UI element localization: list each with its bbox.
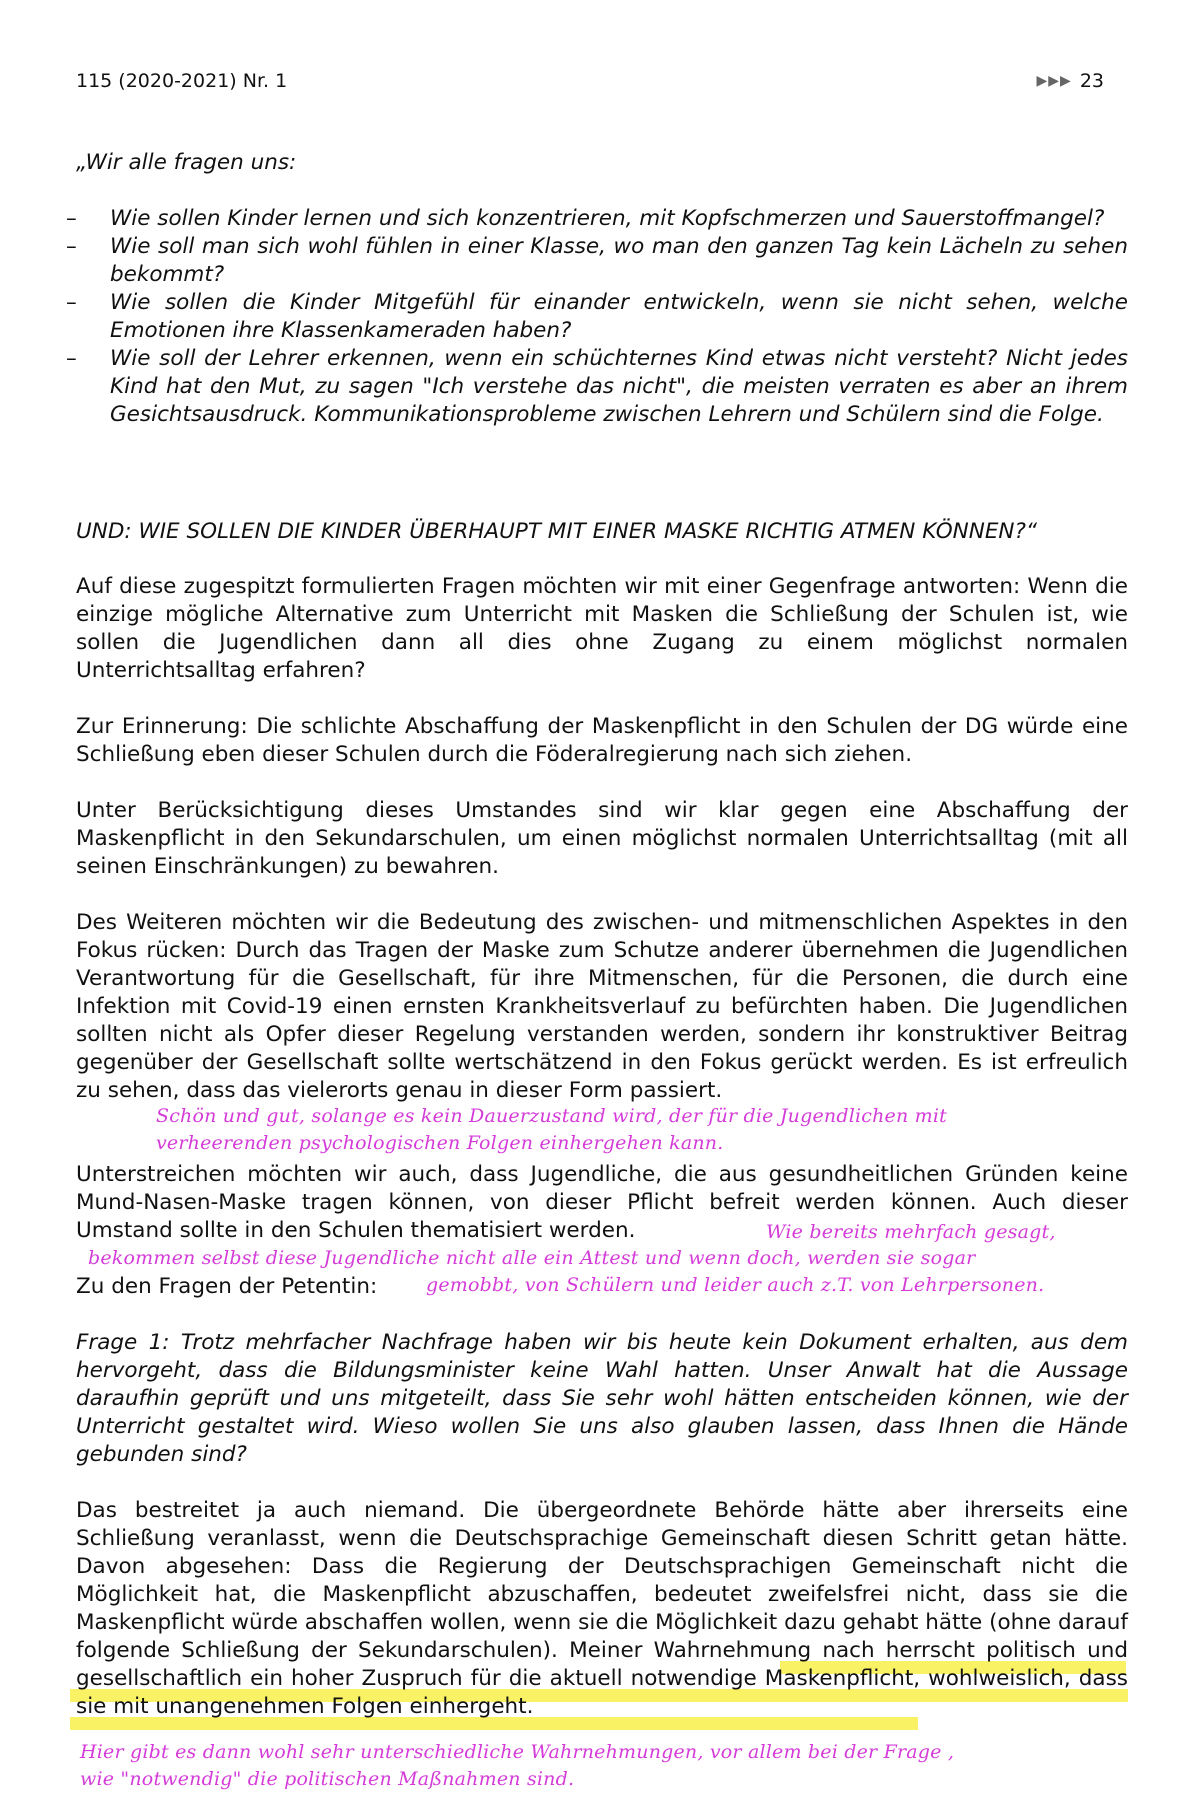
dash-bullet: – bbox=[66, 346, 77, 371]
quote-list bbox=[66, 205, 1128, 429]
list-item-text: Wie sollen die Kinder Mitgefühl für einander entwickeln, wenn sie nicht sehen, welche Emotionen ihre Klassenkameraden haben? bbox=[110, 290, 1128, 343]
list-item bbox=[66, 345, 1128, 429]
page-header bbox=[76, 66, 1104, 96]
list-item-text: Wie soll man sich wohl fühlen in einer Klasse, wo man den ganzen Tag kein Lächeln zu sehen bekommt? bbox=[110, 234, 1128, 287]
list-item bbox=[66, 205, 1128, 233]
handwritten-note-3-line-1: Hier gibt es dann wohl sehr unterschiedliche Wahrnehmungen, vor allem bei der Frage , bbox=[80, 1741, 955, 1763]
handwritten-note-3-line-2: wie "notwendig" die politischen Maßnahmen sind. bbox=[80, 1768, 575, 1790]
paragraph-5: Unterstreichen möchten wir auch, dass Jugendliche, die aus gesundheitlichen Gründen keine Mund-Nasen-Maske tragen können, von dieser Pflicht befreit werden können. Auch dieser Umstand sollte in den Schulen thematisiert werden. bbox=[76, 1162, 1128, 1243]
arrow-icons: ▶▶▶ bbox=[1036, 73, 1072, 89]
paragraph-7 bbox=[76, 1497, 1128, 1721]
paragraph-6: Zu den Fragen der Petentin: bbox=[76, 1274, 378, 1299]
list-item bbox=[66, 289, 1128, 345]
page-number: 23 bbox=[1079, 70, 1104, 92]
handwritten-note-2-line-1: Wie bereits mehrfach gesagt, bbox=[766, 1221, 1056, 1243]
handwritten-note-2-line-2: bekommen selbst diese Jugendliche nicht alle ein Attest und wenn doch, werden sie sogar bbox=[88, 1247, 976, 1269]
dash-bullet: – bbox=[66, 290, 77, 315]
handwritten-note-2-line-3: gemobbt, von Schülern und leider auch z.T. von Lehrpersonen. bbox=[426, 1274, 1045, 1296]
handwritten-note-1-line-1: Schön und gut, solange es kein Dauerzustand wird, der für die Jugendlichen mit bbox=[156, 1105, 947, 1127]
page-nav bbox=[1037, 70, 1105, 92]
paragraph-1: Auf diese zugespitzt formulierten Fragen möchten wir mit einer Gegenfrage antworten: Wenn die einzige mögliche Alternative zum Unterricht mit Masken die Schließung der Schulen ist, wie sollen die Jugendlichen dann all dies ohne Zugang zu einem möglichst normalen Unterrichtsalltag erfahren? bbox=[76, 574, 1128, 683]
quote-intro: „Wir alle fragen uns: bbox=[76, 150, 297, 175]
paragraph-7-text: Das bestreitet ja auch niemand. Die übergeordnete Behörde hätte aber ihrerseits eine Schließung veranlasst, wenn die Deutschsprachige Gemeinschaft diesen Schritt getan hätte. Davon abgesehen: Dass die Regierung der Deutschsprachigen Gemeinschaft nicht die Möglichkeit hat, die Maskenpflicht abzuschaffen, bedeutet zweifelsfrei nicht, dass sie die Maskenpflicht würde abschaffen wollen, wenn sie die Möglichkeit dazu gehabt hätte (ohne darauf folgende Schließung der Sekundarschulen). bbox=[76, 1498, 1128, 1663]
list-item bbox=[66, 233, 1128, 289]
list-item-text: Wie soll der Lehrer erkennen, wenn ein schüchternes Kind etwas nicht versteht? Nicht jedes Kind hat den Mut, zu sagen "Ich verstehe das nicht", die meisten verraten es aber an ihrem Gesichtsausdruck. Kommunikationsprobleme zwischen Lehrern und Schülern sind die Folge. bbox=[110, 346, 1128, 427]
paragraph-2: Zur Erinnerung: Die schlichte Abschaffung der Maskenpflicht in den Schulen der DG würde eine Schließung eben dieser Schulen durch die Föderalregierung nach sich ziehen. bbox=[76, 714, 1128, 767]
dash-bullet: – bbox=[66, 234, 77, 259]
paragraph-3: Unter Berücksichtigung dieses Umstandes sind wir klar gegen eine Abschaffung der Maskenpflicht in den Sekundarschulen, um einen möglichst normalen Unterrichtsalltag (mit all seinen Einschränkungen) zu bewahren. bbox=[76, 798, 1128, 879]
paragraph-4: Des Weiteren möchten wir die Bedeutung des zwischen- und mitmenschlichen Aspektes in den Fokus rücken: Durch das Tragen der Maske zum Schutze anderer übernehmen die Jugendlichen Verantwortung für die Gesellschaft, für ihre Mitmenschen, für die Personen, die durch eine Infektion mit Covid-19 einen ernsten Krankheitsverlauf zu befürchten haben. Die Jugendlichen sollten nicht als Opfer dieser Regelung verstanden werden, sondern ihr konstruktiver Beitrag gegenüber der Gesellschaft sollte wertschätzend in den Fokus gerückt werden. Es ist erfreulich zu sehen, dass das vielerorts genau in dieser Form passiert. bbox=[76, 910, 1128, 1103]
question-1: Frage 1: Trotz mehrfacher Nachfrage haben wir bis heute kein Dokument erhalten, aus dem hervorgeht, dass die Bildungsminister keine Wahl hatten. Unser Anwalt hat die Aussage daraufhin geprüft und uns mitgeteilt, dass Sie sehr wohl hätten entscheiden können, wie der Unterricht gestaltet wird. Wieso wollen Sie uns also glauben lassen, dass Ihnen die Hände gebunden sind? bbox=[76, 1330, 1128, 1467]
handwritten-note-1-line-2: verheerenden psychologischen Folgen einhergehen kann. bbox=[156, 1132, 724, 1154]
journal-reference: 115 (2020-2021) Nr. 1 bbox=[76, 70, 288, 92]
highlighted-text: Meiner Wahrnehmung nach herrscht politisch und gesellschaftlich ein hoher Zuspruch für die aktuell notwendige Maskenpflicht, wohlweislich, dass sie mit unangenehmen Folgen einhergeht. bbox=[76, 1638, 1128, 1719]
dash-bullet: – bbox=[66, 206, 77, 231]
quote-caps: UND: WIE SOLLEN DIE KINDER ÜBERHAUPT MIT EINER MASKE RICHTIG ATMEN KÖNNEN?“ bbox=[76, 519, 1038, 544]
list-item-text: Wie sollen Kinder lernen und sich konzentrieren, mit Kopfschmerzen und Sauerstoffmangel? bbox=[110, 206, 1105, 231]
